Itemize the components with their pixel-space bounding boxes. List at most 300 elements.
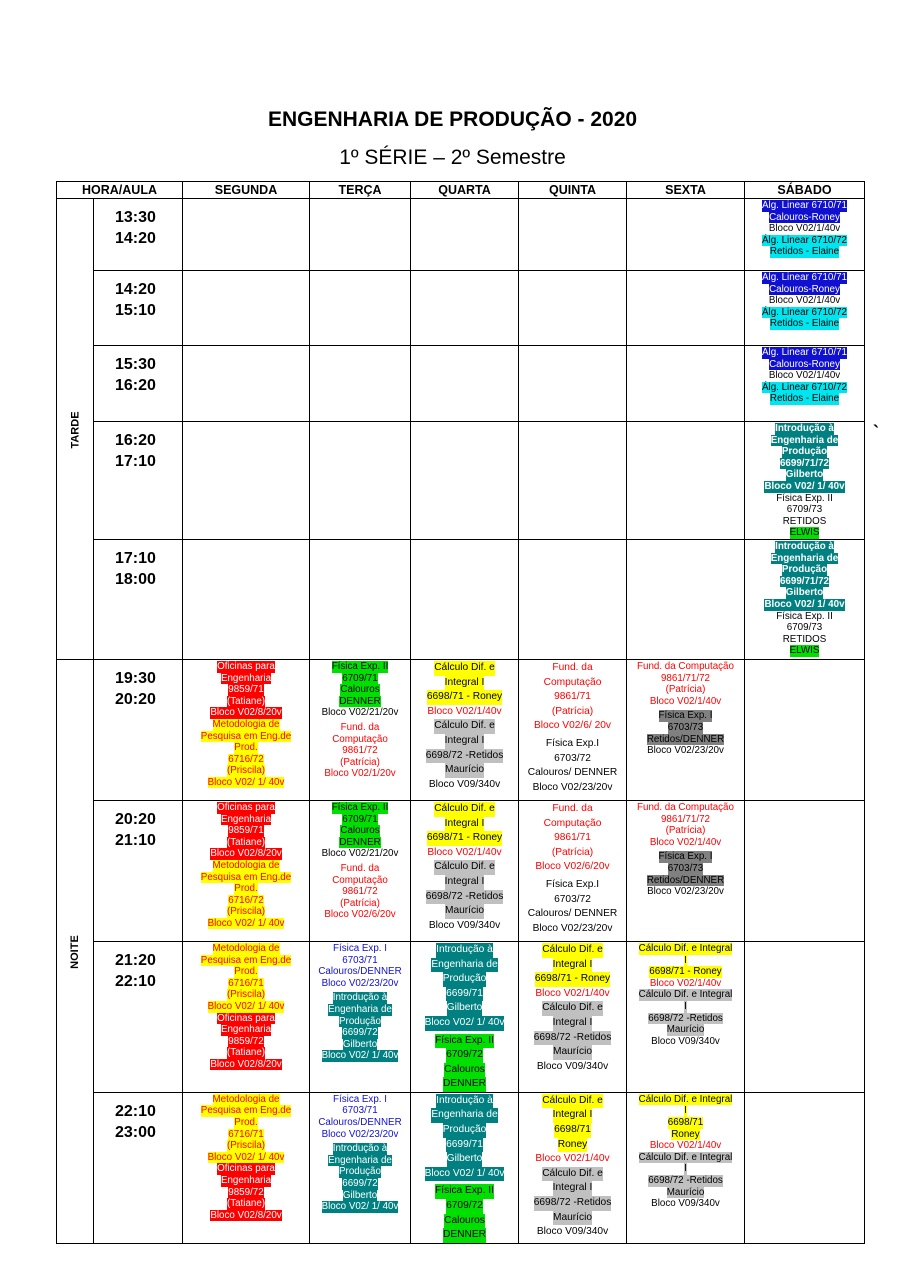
period-label: NOITE bbox=[69, 935, 81, 970]
class-cell-tue bbox=[310, 659, 411, 800]
class-line: Integral I bbox=[553, 1108, 593, 1123]
time-end: 14:20 bbox=[115, 230, 156, 247]
class-line: Introdução à bbox=[436, 1094, 493, 1109]
class-line: Oficinas para bbox=[217, 801, 275, 813]
class-line: Pesquisa em Eng.de bbox=[200, 730, 292, 742]
class-line: Cálculo Dif. e Integral bbox=[638, 989, 733, 1001]
class-cell-sat bbox=[745, 539, 865, 659]
class-line: Produção bbox=[781, 564, 828, 576]
class-line: Física Exp. I bbox=[658, 710, 713, 722]
class-line: Bloco V02/1/40v bbox=[768, 370, 841, 382]
class-line: Pesquisa em Eng.de bbox=[200, 871, 292, 883]
class-line: I bbox=[684, 954, 687, 966]
class-cell-tue bbox=[310, 1092, 411, 1243]
time-start: 14:20 bbox=[115, 281, 156, 298]
header-sabado: SÁBADO bbox=[745, 182, 865, 199]
class-line: Produção bbox=[781, 446, 828, 458]
class-line: Engenharia de bbox=[328, 1003, 392, 1015]
class-line: Prod. bbox=[234, 742, 258, 754]
class-cell-sat bbox=[745, 422, 865, 540]
class-line: (Priscila) bbox=[226, 765, 266, 777]
class-line: Produção bbox=[339, 1166, 381, 1178]
class-line: DENNER bbox=[339, 836, 381, 848]
period-label-cell bbox=[57, 199, 94, 660]
class-cell-mon bbox=[183, 1092, 310, 1243]
class-line: Pesquisa em Eng.de bbox=[200, 1105, 292, 1117]
class-line: Calouros/DENNER bbox=[318, 1117, 402, 1129]
stray-mark: ` bbox=[873, 422, 879, 442]
class-line: Computação bbox=[332, 733, 388, 745]
class-line: Física Exp.I bbox=[545, 878, 600, 890]
class-line: Cálculo Dif. e Integral bbox=[638, 1093, 733, 1105]
class-cell-thu bbox=[519, 199, 627, 271]
time-slot bbox=[94, 199, 183, 271]
schedule-row bbox=[57, 199, 865, 271]
class-cell-thu bbox=[519, 422, 627, 540]
schedule-row bbox=[57, 346, 865, 422]
class-line: Bloco V02/ 1/ 40v bbox=[425, 1016, 505, 1031]
class-line: Bloco V09/340v bbox=[651, 1198, 720, 1210]
class-line: Bloco V02/1/40v bbox=[427, 705, 502, 717]
class-line: Bloco V02/23/20v bbox=[647, 886, 724, 898]
class-line: Bloco V02/6/20v bbox=[324, 909, 396, 921]
class-line: Integral I bbox=[553, 1181, 593, 1196]
header-segunda: SEGUNDA bbox=[183, 182, 310, 199]
class-line: Calouros bbox=[340, 684, 380, 696]
class-line: Retidos/DENNER bbox=[646, 874, 725, 886]
class-line: Roney bbox=[671, 1128, 700, 1140]
class-line: Calouros/DENNER bbox=[318, 966, 402, 978]
header-terca: TERÇA bbox=[310, 182, 411, 199]
class-line: (Priscila) bbox=[226, 1140, 266, 1152]
class-line: Física Exp. I bbox=[658, 851, 713, 863]
class-line: Física Exp. II bbox=[331, 801, 389, 813]
class-line: Bloco V02/1/40v bbox=[427, 846, 502, 858]
schedule-row bbox=[57, 539, 865, 659]
time-start: 19:30 bbox=[115, 669, 156, 687]
class-line: Introdução à bbox=[775, 423, 834, 434]
class-line: Bloco V02/23/20v bbox=[321, 1128, 399, 1140]
class-line: Bloco V02/ 1/ 40v bbox=[207, 776, 285, 788]
class-cell-sat bbox=[745, 800, 865, 941]
class-line: I bbox=[684, 1163, 687, 1175]
class-line: Engenharia de bbox=[328, 1154, 392, 1166]
class-line: Bloco V02/1/40v bbox=[649, 977, 722, 989]
class-line: Bloco V02/1/40v bbox=[535, 1153, 610, 1165]
class-cell-wed bbox=[411, 941, 519, 1092]
class-line: Retidos - Elaine bbox=[769, 393, 840, 405]
class-cell-fri bbox=[627, 659, 745, 800]
time-end: 22:10 bbox=[115, 972, 156, 990]
time-start: 15:30 bbox=[115, 356, 156, 373]
class-cell-mon bbox=[183, 199, 310, 271]
class-cell-mon bbox=[183, 941, 310, 1092]
class-cell-tue bbox=[310, 539, 411, 659]
class-line: 6699/72 bbox=[342, 1027, 378, 1039]
class-line: Integral I bbox=[553, 958, 593, 973]
class-line: 6716/72 bbox=[228, 753, 264, 765]
class-cell-sat bbox=[745, 1092, 865, 1243]
class-line: Oficinas para bbox=[217, 1163, 275, 1175]
class-line: Bloco V02/ 1/ 40v bbox=[321, 1050, 399, 1062]
schedule-row bbox=[57, 271, 865, 346]
class-line: I bbox=[684, 1000, 687, 1012]
time-slot bbox=[94, 422, 183, 540]
class-line: Bloco V02/ 1/ 40v bbox=[321, 1201, 399, 1213]
schedule-row bbox=[57, 659, 865, 800]
class-line: DENNER bbox=[443, 1077, 486, 1092]
class-line: Bloco V02/ 1/ 40v bbox=[425, 1167, 505, 1182]
class-line: 9861/71/72 bbox=[660, 813, 711, 825]
class-line: 6703/72 bbox=[554, 893, 591, 905]
class-line: Engenharia bbox=[220, 1024, 272, 1036]
class-cell-fri bbox=[627, 800, 745, 941]
time-slot bbox=[94, 800, 183, 941]
class-line: 6716/71 bbox=[228, 977, 264, 989]
class-cell-wed bbox=[411, 659, 519, 800]
class-cell-thu bbox=[519, 800, 627, 941]
class-line: 6698/72 -Retidos bbox=[534, 1031, 612, 1046]
class-line: Integral I bbox=[553, 1016, 593, 1031]
class-line: Calouros-Roney bbox=[769, 358, 840, 370]
time-slot bbox=[94, 941, 183, 1092]
period-label-cell bbox=[57, 659, 94, 1243]
class-line: (Tatiane) bbox=[226, 836, 266, 848]
time-start: 22:10 bbox=[115, 1102, 156, 1120]
class-line: 6703/73 bbox=[667, 862, 704, 874]
class-line: Bloco V02/8/20v bbox=[210, 707, 282, 719]
class-line: (Tatiane) bbox=[226, 1198, 266, 1210]
class-line: Bloco V09/340v bbox=[651, 1035, 720, 1047]
class-cell-thu bbox=[519, 346, 627, 422]
class-line: Bloco V09/340v bbox=[428, 919, 501, 931]
class-line: DENNER bbox=[339, 695, 381, 707]
class-line: 6698/71 - Roney bbox=[427, 690, 502, 705]
class-line: 6709/71 bbox=[342, 813, 378, 825]
class-line: Integral I bbox=[445, 676, 485, 691]
class-line: Fund. da Computação bbox=[637, 801, 734, 813]
class-line: 9861/72 bbox=[342, 886, 378, 898]
class-cell-tue bbox=[310, 271, 411, 346]
header-quarta: QUARTA bbox=[411, 182, 519, 199]
class-line: Computação bbox=[543, 817, 602, 829]
time-slot bbox=[94, 539, 183, 659]
class-line: Bloco V02/6/20v bbox=[535, 861, 610, 873]
class-line: Física Exp.I bbox=[545, 737, 600, 749]
class-line: Calouros bbox=[340, 825, 380, 837]
class-cell-sat bbox=[745, 199, 865, 271]
class-cell-sat bbox=[745, 659, 865, 800]
class-line: Maurício bbox=[666, 1186, 705, 1198]
class-line: 6709/72 bbox=[446, 1048, 483, 1063]
class-cell-thu bbox=[519, 1092, 627, 1243]
class-cell-wed bbox=[411, 346, 519, 422]
class-line: 6698/72 -Retidos bbox=[648, 1012, 723, 1024]
class-cell-thu bbox=[519, 539, 627, 659]
class-line: Maurício bbox=[445, 763, 484, 778]
class-cell-tue bbox=[310, 199, 411, 271]
class-line: Computação bbox=[543, 676, 602, 688]
class-cell-wed bbox=[411, 199, 519, 271]
class-cell-thu bbox=[519, 941, 627, 1092]
class-line: 6709/73 bbox=[786, 504, 823, 516]
class-line: RETIDOS bbox=[782, 515, 827, 527]
class-cell-tue bbox=[310, 941, 411, 1092]
schedule-row bbox=[57, 1092, 865, 1243]
schedule-row bbox=[57, 422, 865, 540]
class-line: 6698/71 bbox=[554, 1123, 591, 1138]
class-cell-thu bbox=[519, 271, 627, 346]
class-line: Fund. da bbox=[340, 862, 380, 874]
class-line: Bloco V02/1/40v bbox=[649, 695, 722, 707]
class-line: Cálculo Dif. e bbox=[434, 802, 495, 817]
class-line: Maurício bbox=[666, 1024, 705, 1036]
class-line: Álg. Linear 6710/71 bbox=[762, 347, 847, 358]
class-line: Integral I bbox=[445, 734, 485, 749]
class-cell-sat bbox=[745, 271, 865, 346]
class-line: (Tatiane) bbox=[226, 695, 266, 707]
class-line: Retidos - Elaine bbox=[769, 246, 840, 258]
class-line: Cálculo Dif. e bbox=[542, 943, 603, 958]
class-line: Gilberto bbox=[342, 1189, 378, 1201]
class-line: (Patrícia) bbox=[665, 825, 706, 837]
header-hora-aula: HORA/AULA bbox=[57, 182, 183, 199]
class-line: Engenharia de bbox=[770, 434, 839, 446]
class-line: Prod. bbox=[234, 883, 258, 895]
header-row bbox=[57, 182, 865, 199]
class-line: (Priscila) bbox=[226, 906, 266, 918]
class-line: Bloco V02/1/40v bbox=[649, 836, 722, 848]
class-line: Engenharia bbox=[220, 672, 272, 684]
class-line: DENNER bbox=[443, 1228, 486, 1243]
class-line: Introdução à bbox=[436, 943, 493, 958]
class-cell-mon bbox=[183, 659, 310, 800]
class-line: Integral I bbox=[445, 875, 485, 890]
class-cell-mon bbox=[183, 271, 310, 346]
class-line: Calouros-Roney bbox=[769, 283, 840, 295]
class-line: Calouros/ DENNER bbox=[527, 908, 618, 920]
class-cell-fri bbox=[627, 422, 745, 540]
class-line: Cálculo Dif. e Integral bbox=[638, 942, 733, 954]
page-title: ENGENHARIA DE PRODUÇÃO - 2020 bbox=[267, 108, 638, 131]
class-line: 6699/71/72 bbox=[779, 457, 830, 469]
class-line: Cálculo Dif. e bbox=[542, 1167, 603, 1182]
class-line: 9861/72 bbox=[342, 745, 378, 757]
class-line: (Priscila) bbox=[226, 989, 266, 1001]
time-start: 21:20 bbox=[115, 951, 156, 969]
class-line: Álg. Linear 6710/71 bbox=[762, 200, 847, 211]
class-line: Produção bbox=[443, 1123, 487, 1138]
class-cell-fri bbox=[627, 539, 745, 659]
class-cell-sat bbox=[745, 941, 865, 1092]
class-line: Física Exp. I bbox=[333, 942, 387, 954]
class-line: (Patrícia) bbox=[340, 756, 380, 768]
class-line: Produção bbox=[443, 972, 487, 987]
class-line: Física Exp. II bbox=[776, 492, 833, 504]
class-line: 6698/71 bbox=[667, 1117, 704, 1129]
class-line: Pesquisa em Eng.de bbox=[200, 954, 292, 966]
time-end: 17:10 bbox=[115, 453, 156, 470]
class-line: Metodologia de bbox=[212, 718, 280, 730]
class-line: Bloco V02/21/20v bbox=[321, 848, 399, 860]
class-line: (Patrícia) bbox=[665, 684, 706, 696]
class-line: Bloco V02/23/20v bbox=[647, 745, 724, 757]
class-line: Bloco V02/8/20v bbox=[210, 1058, 282, 1070]
class-line: 6709/71 bbox=[342, 672, 378, 684]
class-line: Introdução à bbox=[332, 992, 388, 1004]
class-line: Maurício bbox=[445, 904, 484, 919]
class-line: 9861/71 bbox=[554, 691, 591, 703]
class-cell-fri bbox=[627, 1092, 745, 1243]
class-line: Introdução à bbox=[775, 540, 834, 552]
class-cell-wed bbox=[411, 539, 519, 659]
class-line: 9859/72 bbox=[228, 1186, 264, 1198]
class-cell-wed bbox=[411, 800, 519, 941]
class-line: Metodologia de bbox=[212, 859, 280, 871]
class-line: Bloco V09/340v bbox=[536, 1060, 609, 1072]
class-line: 6716/71 bbox=[228, 1128, 264, 1140]
class-line: Cálculo Dif. e bbox=[434, 719, 495, 734]
time-slot bbox=[94, 1092, 183, 1243]
class-line: Bloco V02/1/40v bbox=[535, 987, 610, 999]
class-line: Bloco V02/ 1/ 40v bbox=[207, 917, 285, 929]
header-sexta: SEXTA bbox=[627, 182, 745, 199]
class-line: 6703/71 bbox=[342, 954, 378, 966]
class-line: (Patrícia) bbox=[551, 846, 594, 858]
class-line: Engenharia de bbox=[431, 958, 497, 973]
class-line: 6698/72 -Retidos bbox=[426, 890, 504, 905]
class-line: Produção bbox=[339, 1015, 381, 1027]
class-line: 6698/71 - Roney bbox=[427, 831, 502, 846]
class-line: 9861/71 bbox=[554, 832, 591, 844]
class-line: 6698/71 - Roney bbox=[649, 966, 722, 978]
class-line: 6703/72 bbox=[554, 752, 591, 764]
class-line: Bloco V02/1/20v bbox=[324, 768, 396, 780]
class-cell-mon bbox=[183, 800, 310, 941]
class-line: RETIDOS bbox=[782, 633, 827, 645]
class-line: Gilberto bbox=[785, 587, 824, 599]
class-line: Fund. da bbox=[552, 802, 593, 814]
class-line: Calouros/ DENNER bbox=[527, 767, 618, 779]
class-line: Bloco V02/ 1/ 40v bbox=[207, 1151, 285, 1163]
class-line: Bloco V02/21/20v bbox=[321, 707, 399, 719]
class-cell-tue bbox=[310, 800, 411, 941]
class-cell-fri bbox=[627, 199, 745, 271]
class-line: Bloco V02/8/20v bbox=[210, 848, 282, 860]
schedule-row bbox=[57, 800, 865, 941]
class-line: Gilberto bbox=[447, 1152, 483, 1167]
class-line: 6703/73 bbox=[667, 721, 704, 733]
class-line: (Patrícia) bbox=[340, 897, 380, 909]
class-cell-fri bbox=[627, 941, 745, 1092]
page-subtitle: 1º SÉRIE – 2º Semestre bbox=[339, 146, 566, 169]
class-cell-wed bbox=[411, 1092, 519, 1243]
class-line: Calouros bbox=[444, 1214, 485, 1229]
schedule-body bbox=[57, 199, 865, 1244]
schedule-table bbox=[56, 181, 865, 1244]
class-line: 6698/72 -Retidos bbox=[648, 1175, 723, 1187]
class-line: Bloco V02/1/40v bbox=[649, 1140, 722, 1152]
class-line: Bloco V02/23/20v bbox=[532, 781, 613, 793]
class-line: Gilberto bbox=[447, 1001, 483, 1016]
class-line: Cálculo Dif. e bbox=[542, 1001, 603, 1016]
class-line: Prod. bbox=[234, 1117, 258, 1129]
class-line: Oficinas para bbox=[217, 1012, 275, 1024]
class-line: Maurício bbox=[553, 1211, 592, 1226]
time-start: 20:20 bbox=[115, 810, 156, 828]
class-line: Cálculo Dif. e bbox=[434, 860, 495, 875]
class-line: 6699/71 bbox=[446, 987, 483, 1002]
class-line: Retidos - Elaine bbox=[769, 318, 840, 330]
class-line: 6699/71/72 bbox=[779, 575, 830, 587]
class-cell-fri bbox=[627, 271, 745, 346]
class-line: Calouros-Roney bbox=[769, 211, 840, 223]
class-cell-wed bbox=[411, 422, 519, 540]
class-line: Física Exp. II bbox=[776, 610, 833, 622]
class-line: Oficinas para bbox=[217, 660, 275, 672]
class-line: 9859/72 bbox=[228, 1035, 264, 1047]
class-line: Bloco V02/23/20v bbox=[321, 977, 399, 989]
class-line: 6716/72 bbox=[228, 894, 264, 906]
class-line: Bloco V02/ 1/ 40v bbox=[764, 480, 845, 492]
class-line: Álg. Linear 6710/72 bbox=[762, 381, 847, 393]
time-end: 16:20 bbox=[115, 377, 156, 394]
class-line: Fund. da bbox=[340, 721, 380, 733]
class-line: Integral I bbox=[445, 817, 485, 832]
schedule-row bbox=[57, 941, 865, 1092]
class-line: Engenharia de bbox=[431, 1108, 497, 1123]
class-line: 6699/71 bbox=[446, 1138, 483, 1153]
class-line: Metodologia de bbox=[212, 942, 280, 954]
class-cell-mon bbox=[183, 539, 310, 659]
time-start: 13:30 bbox=[115, 209, 156, 226]
class-line: Bloco V02/8/20v bbox=[210, 1209, 282, 1221]
class-cell-mon bbox=[183, 422, 310, 540]
class-line: 6703/71 bbox=[342, 1105, 378, 1117]
class-line: Maurício bbox=[553, 1045, 592, 1060]
class-line: Bloco V02/23/20v bbox=[532, 922, 613, 934]
header-quinta: QUINTA bbox=[519, 182, 627, 199]
class-line: Álg. Linear 6710/72 bbox=[762, 234, 847, 246]
class-line: Física Exp. I bbox=[333, 1093, 387, 1105]
class-line: Bloco V02/ 1/ 40v bbox=[207, 1000, 285, 1012]
class-line: 9859/71 bbox=[228, 825, 264, 837]
class-line: Retidos/DENNER bbox=[646, 733, 725, 745]
class-line: Bloco V02/1/40v bbox=[768, 223, 841, 235]
class-line: Álg. Linear 6710/71 bbox=[762, 272, 847, 283]
class-cell-thu bbox=[519, 659, 627, 800]
class-line: Cálculo Dif. e Integral bbox=[638, 1151, 733, 1163]
class-line: Fund. da Computação bbox=[637, 660, 734, 672]
class-line: Engenharia bbox=[220, 1175, 272, 1187]
class-line: Física Exp. II bbox=[435, 1034, 494, 1049]
class-cell-tue bbox=[310, 422, 411, 540]
time-start: 17:10 bbox=[115, 549, 156, 567]
class-line: Física Exp. II bbox=[435, 1184, 494, 1199]
class-line: 6698/71 - Roney bbox=[535, 972, 610, 987]
time-end: 21:10 bbox=[115, 831, 156, 849]
class-cell-mon bbox=[183, 346, 310, 422]
class-line: Engenharia de bbox=[770, 552, 839, 564]
class-line: (Tatiane) bbox=[226, 1047, 266, 1059]
class-line: Calouros bbox=[444, 1063, 485, 1078]
class-cell-tue bbox=[310, 346, 411, 422]
time-end: 23:00 bbox=[115, 1123, 156, 1141]
class-cell-wed bbox=[411, 271, 519, 346]
class-line: Bloco V09/340v bbox=[428, 778, 501, 790]
class-line: (Patrícia) bbox=[551, 705, 594, 717]
class-line: 6698/72 -Retidos bbox=[426, 749, 504, 764]
